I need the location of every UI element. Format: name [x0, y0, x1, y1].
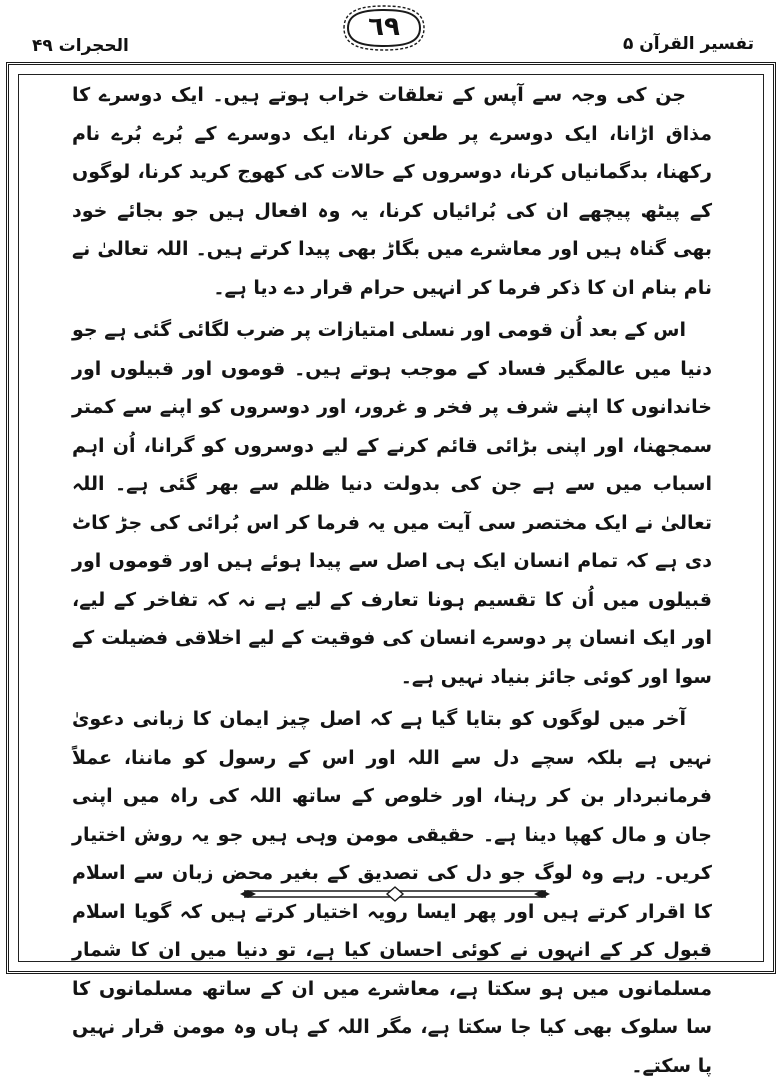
surah-title: الحجرات ۴۹	[32, 36, 129, 56]
paragraph-3: آخر میں لوگوں کو بتایا گیا ہے کہ اصل چیز ایمان کا زبانی دعویٰ نہیں ہے بلکہ سچے دل سے اللہ اور اس کے رسول کو ماننا، عملاً فرمانبردار بن کر رہنا، اور خلوص کے ساتھ اللہ کی راہ میں اپنی جان و مال کھپا دینا ہے۔ حقیقی مومن وہی ہیں جو یہ روش اختیار کریں۔ رہے وہ لوگ جو دل کی تصدیق کے بغیر محض زبان سے اسلام کا اقرار کرتے ہیں اور پھر ایسا رویہ اختیار کرتے ہیں کہ گویا اسلام قبول کر کے انہوں نے کوئی احسان کیا ہے، تو دنیا میں ان کا شمار مسلمانوں میں ہو سکتا ہے، معاشرے میں ان کے ساتھ مسلمانوں کا سا سلوک بھی کیا جا سکتا ہے، مگر اللہ کے ہاں وہ مومن قرار نہیں پا سکتے۔	[72, 708, 712, 1077]
paragraph-2: اس کے بعد اُن قومی اور نسلی امتیازات پر ضرب لگائی گئی ہے جو دنیا میں عالمگیر فساد کے موجب ہوتے ہیں۔ قوموں اور قبیلوں اور خاندانوں کا اپنے شرف پر فخر و غرور، اور دوسروں کو اپنے سے کمتر سمجھنا، اور اپنی بڑائی قائم کرنے کے لیے دوسروں کو گرانا، اُن اہم اسباب میں سے ہے جن کی بدولت دنیا ظلم سے بھر گئی ہے۔ اللہ تعالیٰ نے ایک مختصر سی آیت میں یہ فرما کر اس بُرائی کی جڑ کاٹ دی ہے کہ تمام انسان ایک ہی اصل سے پیدا ہوئے ہیں اور قوموں اور قبیلوں میں اُن کا تقسیم ہونا تعارف کے لیے ہے نہ کہ تفاخر کے لیے، اور ایک انسان پر دوسرے انسان کی فوقیت کے لیے اخلاقی فضیلت کے سوا اور کوئی جائز بنیاد نہیں ہے۔	[72, 319, 712, 688]
divider-ornament-icon	[240, 884, 550, 904]
page-header	[0, 0, 784, 62]
book-title: تفسیر القرآن ۵	[622, 34, 754, 54]
body-text	[72, 76, 712, 1085]
page-number-badge	[342, 4, 426, 52]
page-number: ٦٩	[368, 12, 400, 42]
paragraph-1: جن کی وجہ سے آپس کے تعلقات خراب ہوتے ہیں۔ ایک دوسرے کا مذاق اڑانا، ایک دوسرے پر طعن کرنا، ایک دوسرے کے بُرے بُرے نام رکھنا، بدگمانیاں کرنا، دوسروں کے حالات کی کھوج کرید کرنا، لوگوں کے پیٹھ پیچھے ان کی بُرائیاں کرنا، یہ وہ افعال ہیں جو بجائے خود بھی گناہ ہیں اور معاشرے میں بگاڑ بھی پیدا کرتے ہیں۔ اللہ تعالیٰ نے نام بنام ان کا ذکر فرما کر انہیں حرام قرار دے دیا ہے۔	[72, 84, 712, 299]
